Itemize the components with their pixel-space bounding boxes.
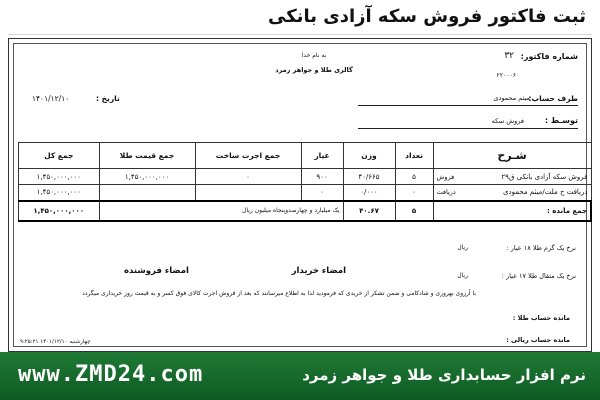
row-type: فروش (436, 172, 455, 181)
remain-row (19, 201, 592, 221)
brand-subtitle: نرم افزار حسابداری طلا و جواهر زمرد (302, 366, 586, 384)
row-weight: ۴۰/۶۶۵ (343, 169, 395, 185)
remain-label: جمع مانده : (433, 201, 591, 221)
party-label: طرف حساب: (528, 94, 578, 103)
invoice-frame (13, 43, 587, 347)
col-desc: شـرح (433, 143, 591, 169)
gold18-rate-unit: ریال (457, 244, 468, 251)
row-desc (433, 169, 591, 185)
items-table (18, 142, 592, 222)
row-desc (433, 185, 591, 201)
row-fee (195, 185, 301, 201)
date-value: ۱۴۰۱/۱۲/۱۰ (32, 94, 70, 103)
row-fee: ۰ (195, 169, 301, 185)
by-underline (358, 128, 578, 129)
col-fee: جمع اجرت ساخت (195, 143, 301, 169)
thanks-note: با آرزوی بهروزی و شادکامی و ضمن تشکر از خریدی که فرمودید لذا به اطلاع میرسانند که بعد از فروش اجرت کالای فوق کسر و به قیمت روز خریداری میگردد (82, 290, 476, 297)
col-weight: وزن (343, 143, 395, 169)
invoice-number-label: شماره فاکتور: (520, 52, 578, 61)
row-count: ۵ (395, 169, 433, 185)
table-row[interactable] (19, 185, 592, 201)
by-label: توسـط : (544, 116, 578, 125)
row-price (99, 185, 195, 201)
row-karat: ۹۰۰ (301, 169, 343, 185)
col-karat: عیار (301, 143, 343, 169)
row-weight: ۰/۰۰۰ (343, 185, 395, 201)
col-total: جمع کل (19, 143, 100, 169)
gold17-rate-unit: ریال (457, 272, 468, 279)
brand-url[interactable]: www.ZMD24.com (18, 362, 204, 387)
gold-balance-label: مانده حساب طلا : (512, 314, 570, 322)
row-karat: ۰ (301, 185, 343, 201)
account-code: ۲۲۰۰۰۶ (496, 72, 516, 79)
row-count: ۰ (395, 185, 433, 201)
invoice-sheet (8, 38, 592, 352)
row-type: دریافت (436, 188, 456, 197)
remain-weight: ۴۰.۶۷ (343, 201, 395, 221)
invoice-number: ۳۲ (504, 51, 514, 61)
remain-words: یک میلیارد و چهارصدوپنجاه میلیون ریال (99, 201, 343, 221)
remain-count: ۵ (395, 201, 433, 221)
promo-footer (0, 352, 600, 400)
date-label: تاریخ : (96, 94, 120, 103)
row-description: دریافت ح ملت/میثم محمودی (503, 188, 588, 197)
col-count: تعداد (395, 143, 433, 169)
gold18-rate-label: نرخ یک گرم طلا ۱۸ عیار : (506, 244, 576, 252)
gold17-rate-label: نرخ یک مثقال طلا ۱۷ عیار : (501, 272, 576, 280)
row-total: ۱,۴۵۰,۰۰۰,۰۰۰ (19, 169, 100, 185)
by-value: فروش سکه (491, 117, 524, 125)
print-stamp: چهارشنبه ۱۴۰۱/۱۲/۱۰ ۹:۲۵:۲۱ (20, 339, 91, 345)
row-description: فروش سکه آزادی بانکی ق۲۹ (501, 172, 588, 181)
rial-balance-label: مانده حساب ریالی : (506, 336, 570, 344)
col-price: جمع قیمت طلا (99, 143, 195, 169)
page-title: ثبت فاکتور فروش سکه آزادی بانکی (268, 6, 586, 27)
table-header-row (19, 143, 592, 169)
buyer-signature: امضاء خریدار (291, 266, 346, 276)
row-total: ۱,۴۵۰,۰۰۰,۰۰۰ (19, 185, 100, 201)
party-underline (358, 105, 578, 106)
seller-signature: امضاء فروشنده (124, 266, 189, 276)
basmala: به نام خدا (301, 52, 327, 59)
table-row[interactable] (19, 169, 592, 185)
party-value: میثم محمودی (493, 94, 530, 102)
remain-total: ۱,۴۵۰,۰۰۰,۰۰۰ (19, 201, 100, 221)
row-price: ۱,۴۵۰,۰۰۰,۰۰۰ (99, 169, 195, 185)
title-divider (8, 34, 592, 35)
shop-name: گالری طلا و جواهر زمرد (275, 66, 353, 74)
